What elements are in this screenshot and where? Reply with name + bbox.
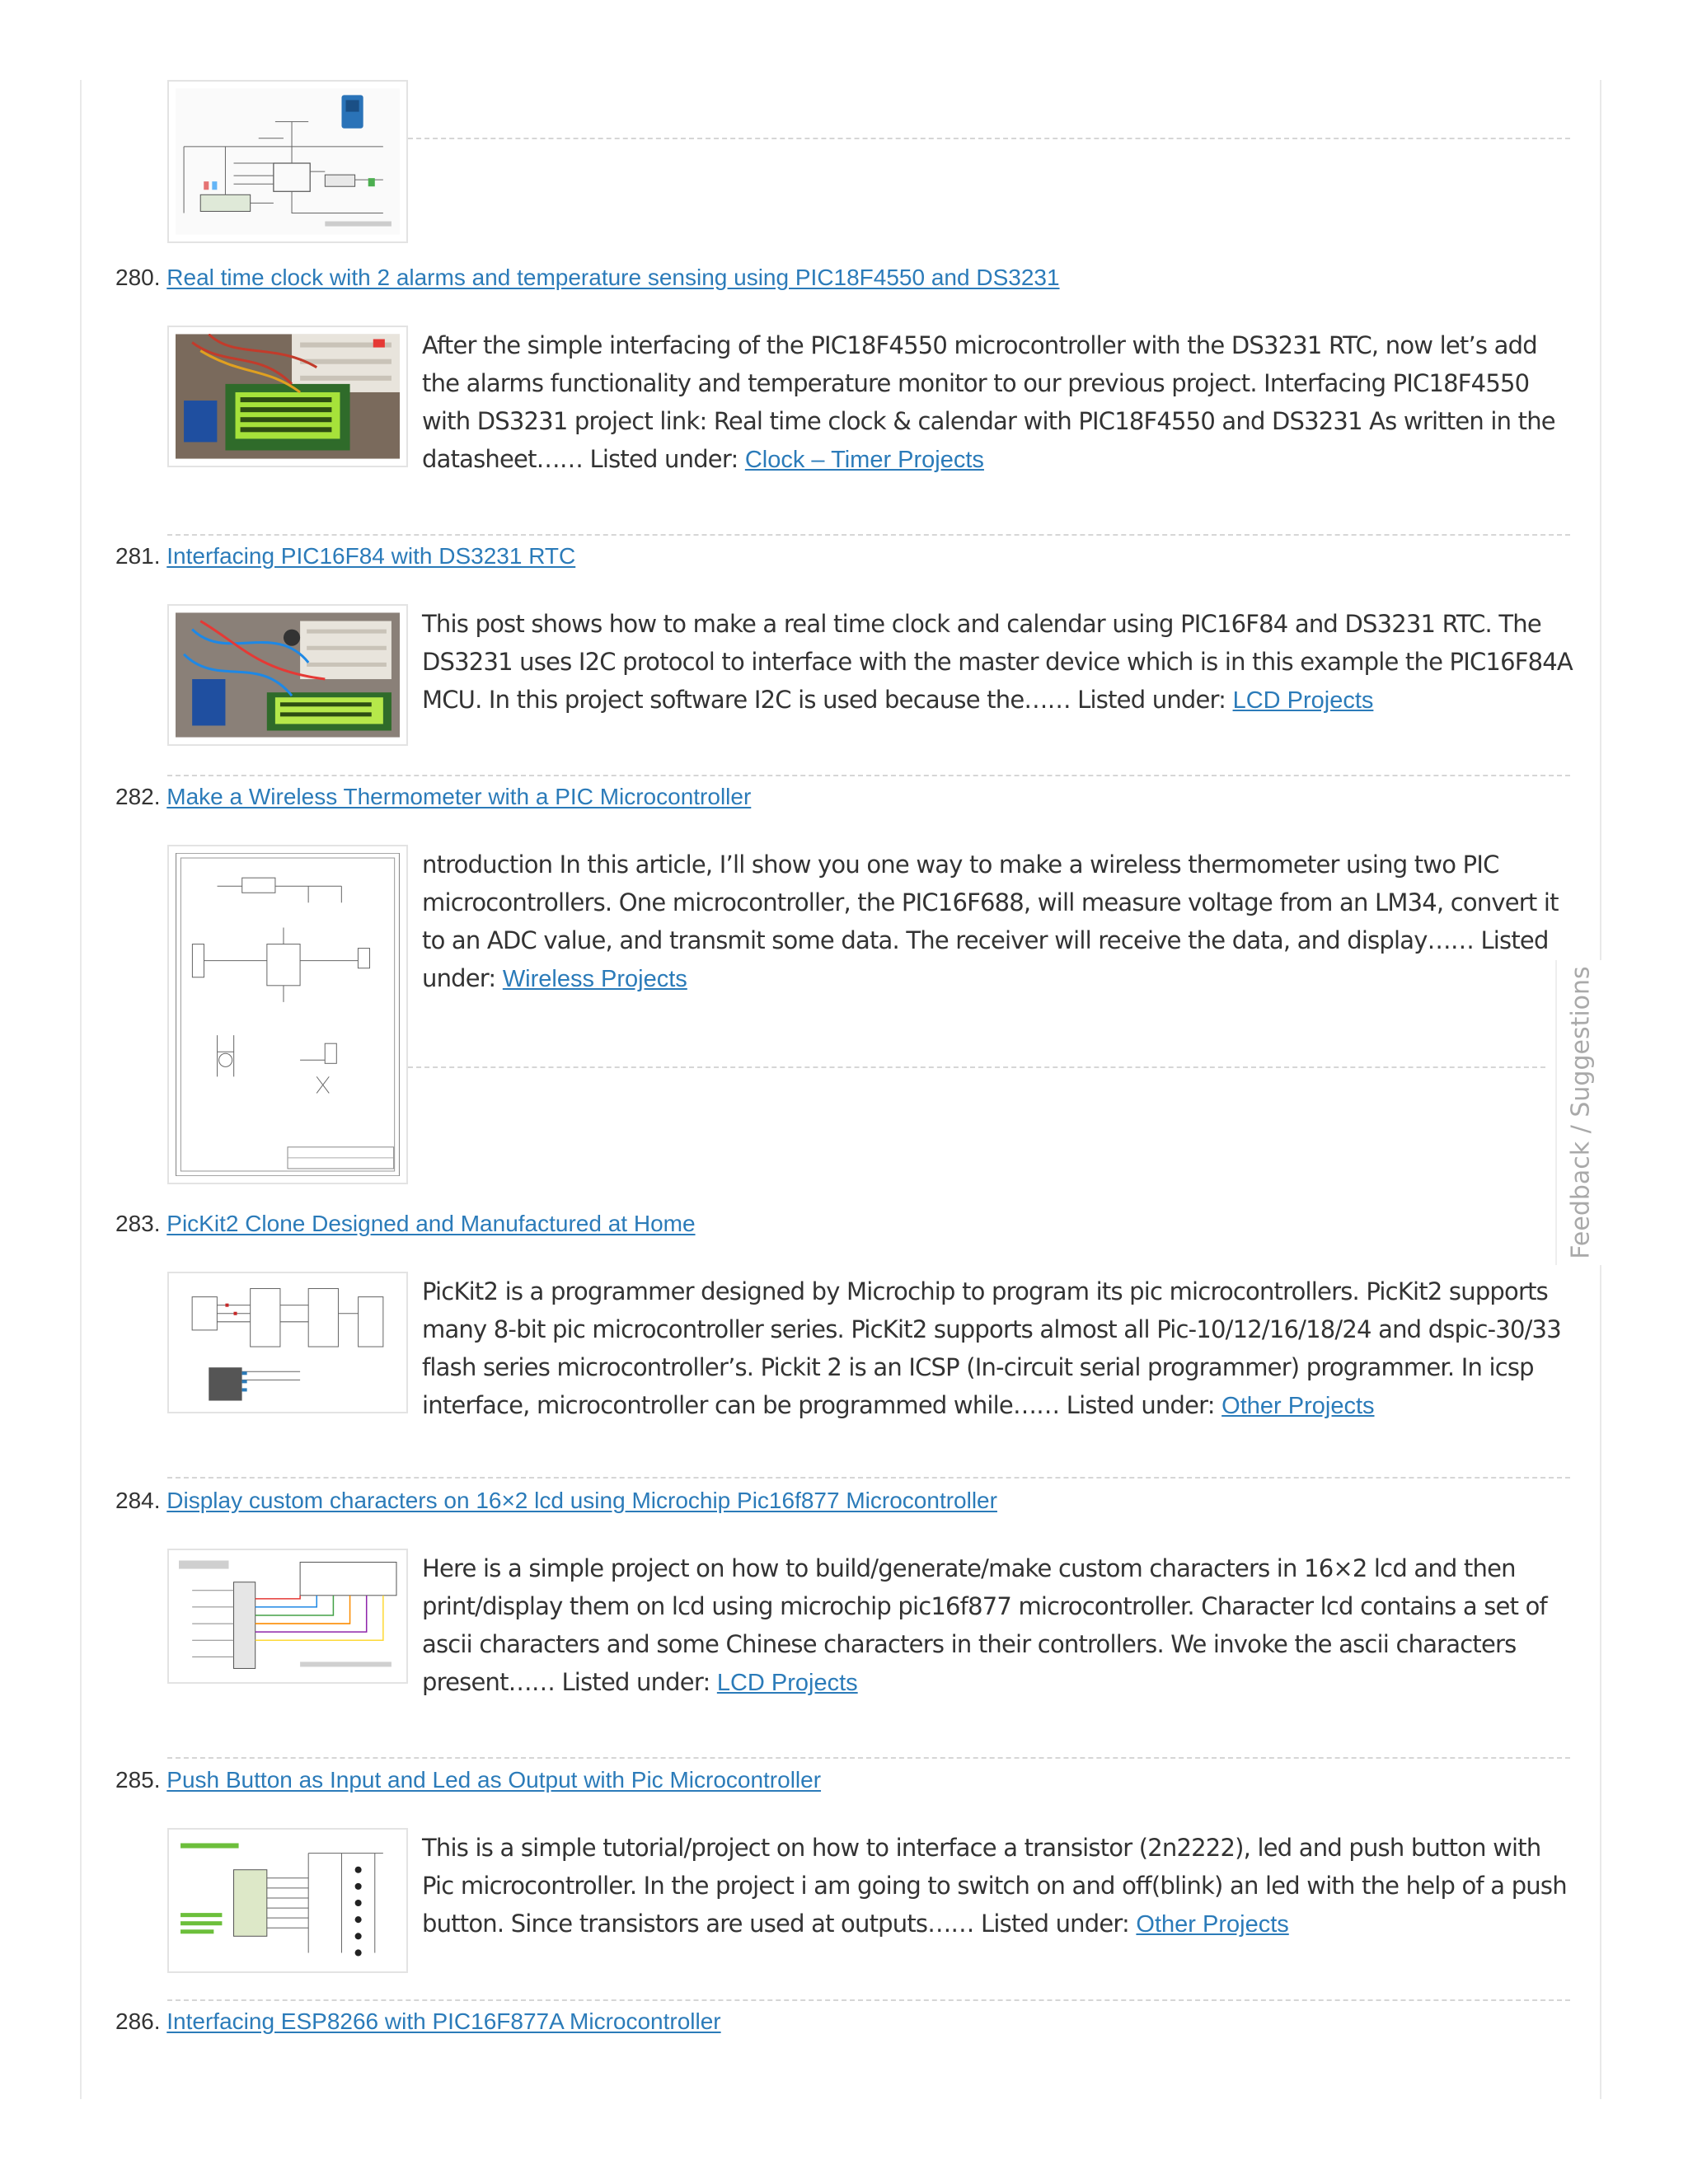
category-link-other[interactable]: Other Projects [1221, 1393, 1375, 1419]
schematic-icon [176, 1836, 400, 1965]
description-text: This post shows how to make a real time clock and calendar using PIC16F84 and DS3231 RTC. The DS3231 uses I2C protocol to interface with the master device which is in this example the PIC16F84A MCU. In this project software I2C is used because the…… Listed under: [422, 610, 1573, 714]
entry-285-description [422, 1829, 1574, 1943]
feedback-tab-label: Feedback / Suggestions [1566, 966, 1596, 1259]
schematic-icon [176, 1280, 400, 1405]
entry-283-title-row [115, 1210, 696, 1238]
entry-281-title-row [115, 542, 575, 570]
entry-280-description [422, 326, 1574, 479]
entry-title-link[interactable]: Display custom characters on 16×2 lcd using Microchip Pic16f877 Microcontroller [166, 1488, 997, 1513]
thumbnail-schematic-prev[interactable] [167, 80, 408, 243]
entry-number: 283. [115, 1211, 161, 1236]
schematic-icon [176, 853, 400, 1176]
entry-title-link[interactable]: PicKit2 Clone Designed and Manufactured at Home [166, 1211, 696, 1236]
entry-number: 286. [115, 2008, 161, 2034]
thumbnail-lcd-breadboard-280[interactable] [167, 326, 408, 467]
schematic-icon [176, 1557, 400, 1675]
entry-283-description [422, 1272, 1574, 1425]
divider [167, 1757, 1570, 1759]
entry-280-title-row [115, 264, 1060, 292]
divider [167, 534, 1570, 536]
feedback-suggestions-tab[interactable] [1555, 960, 1603, 1265]
description-text: ntroduction In this article, I’ll show you one way to make a wireless thermometer using two PIC microcontrollers. One microcontroller, the PIC16F688, will measure voltage from an LM34, convert it to an ADC value, and transmit some data. The receiver will receive the data, and display…… Listed under: [422, 851, 1559, 992]
entry-number: 284. [115, 1488, 161, 1513]
description-text: After the simple interfacing of the PIC18F4550 microcontroller with the DS3231 RTC, now let’s add the alarms functionality and temperature monitor to our previous project. Interfacing PIC18F4550 with DS3231 project link: Real time clock & calendar with PIC18F4550 and DS3231 As written in the datasheet…… Listed under: [422, 331, 1555, 473]
entry-number: 280. [115, 265, 161, 290]
category-link-lcd[interactable]: LCD Projects [1232, 687, 1374, 714]
left-border-line [80, 80, 82, 2099]
entry-title-link[interactable]: Make a Wireless Thermometer with a PIC Microcontroller [166, 784, 752, 809]
entry-286-title-row [115, 2008, 721, 2036]
entry-284-title-row [115, 1487, 997, 1515]
description-text: Here is a simple project on how to build/generate/make custom characters in 16×2 lcd and then print/display them on lcd using microchip pic16f877 microcontroller. Character lcd contains a set of ascii characters and some Chinese characters in their controllers. We invoke the ascii characters present…… Listed under: [422, 1554, 1547, 1696]
divider [408, 1066, 1545, 1068]
category-link-clock-timer[interactable]: Clock – Timer Projects [744, 447, 984, 473]
entry-282-title-row [115, 783, 751, 811]
entry-282-description [422, 846, 1574, 998]
entry-number: 281. [115, 543, 161, 569]
entry-284-description [422, 1549, 1574, 1702]
description-text: This is a simple tutorial/project on how to interface a transistor (2n2222), led and push button with Pic microcontroller. In the project i am going to switch on and off(blink) an led with the help of a push button. Since transistors are used at outputs…… Listed under: [422, 1834, 1567, 1938]
divider [167, 775, 1570, 776]
entry-281-description [422, 605, 1574, 719]
breadboard-photo-icon [176, 334, 400, 459]
category-link-wireless[interactable]: Wireless Projects [502, 966, 687, 992]
category-link-lcd[interactable]: LCD Projects [716, 1670, 858, 1696]
divider [167, 1999, 1570, 2001]
thumbnail-schematic-283[interactable] [167, 1272, 408, 1413]
thumbnail-schematic-285[interactable] [167, 1828, 408, 1973]
entry-title-link[interactable]: Interfacing ESP8266 with PIC16F877A Microcontroller [166, 2008, 721, 2034]
divider [167, 1477, 1570, 1479]
entry-title-link[interactable]: Push Button as Input and Led as Output with Pic Microcontroller [166, 1767, 822, 1793]
description-text: PicKit2 is a programmer designed by Microchip to program its pic microcontrollers. PicKit2 supports many 8-bit pic microcontroller series. PicKit2 supports almost all Pic-10/12/16/18/24 and dspic-30/33 flash series microcontroller’s. Pickit 2 is an ICSP (In-circuit serial programmer) programmer. In icsp interface, microcontroller can be programmed while…… Listed under: [422, 1277, 1561, 1419]
entry-title-link[interactable]: Real time clock with 2 alarms and temperature sensing using PIC18F4550 and DS3231 [166, 265, 1060, 290]
thumbnail-schematic-282[interactable] [167, 845, 408, 1184]
entry-number: 282. [115, 784, 161, 809]
schematic-icon [176, 88, 400, 235]
category-link-other[interactable]: Other Projects [1136, 1911, 1289, 1938]
entry-285-title-row [115, 1766, 821, 1794]
divider [408, 138, 1570, 139]
thumbnail-schematic-284[interactable] [167, 1549, 408, 1684]
entry-title-link[interactable]: Interfacing PIC16F84 with DS3231 RTC [166, 543, 576, 569]
entry-number: 285. [115, 1767, 161, 1793]
breadboard-photo-icon [176, 612, 400, 738]
thumbnail-breadboard-281[interactable] [167, 604, 408, 746]
